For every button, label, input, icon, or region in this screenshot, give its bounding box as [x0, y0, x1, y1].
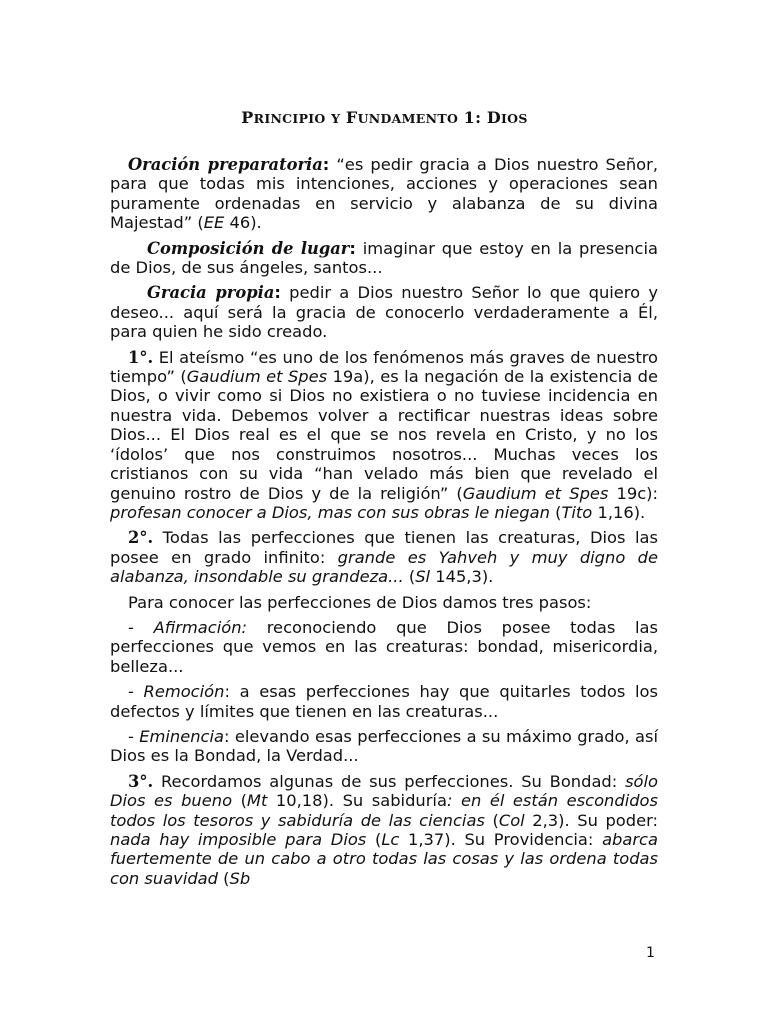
document-body	[110, 155, 658, 894]
paragraph-remocion: - Remoción: a esas perfecciones hay que quitarles todos los defectos y límites que tienen en las creaturas...	[110, 682, 658, 721]
point-number: 1°.	[128, 347, 154, 367]
paragraph-eminencia: - Eminencia: elevando esas perfecciones a su máximo grado, así Dios es la Bondad, la Verdad...	[110, 726, 658, 766]
page-number: 1	[646, 945, 655, 961]
paragraph-label: Oración preparatoria	[128, 155, 323, 174]
paragraph-point-3: 3°. Recordamos algunas de sus perfecciones. Su Bondad: sólo Dios es bueno (Mt 10,18). Su sabiduría: en él están escondidos todos los tesoros y sabiduría de las ciencias (Col 2,3). Su poder: nada hay imposible para Dios (Lc 1,37). Su Providencia: abarca fuertemente de un cabo a otro todas las cosas y las ordena todas con suavidad (Sb	[110, 771, 658, 888]
paragraph-afirmacion: - Afirmación: reconociendo que Dios posee todas las perfecciones que vemos en las creaturas: bondad, misericordia, belleza...	[110, 617, 658, 676]
paragraph-oracion-preparatoria: Oración preparatoria: “es pedir gracia a Dios nuestro Señor, para que todas mis intenciones, acciones y operaciones sean puramente ordenadas en servicio y alabanza de su divina Majestad” (EE 46).	[110, 155, 658, 233]
page-title: PRINCIPIO Y FUNDAMENTO 1: DIOS	[241, 108, 528, 127]
paragraph-label: Composición de lugar	[147, 238, 350, 258]
point-number: 3°.	[128, 771, 154, 791]
paragraph-point-1: 1°. El ateísmo “es uno de los fenómenos más graves de nuestro tiempo” (Gaudium et Spes 19a), es la negación de la existencia de Dios, o vivir como si Dios no existiera o no tuviese incidencia en nuestra vida. Debemos volver a rectificar nuestras ideas sobre Dios... El Dios real es el que se nos revela en Cristo, y no los ‘ídolos’ que nos construimos nosotros... Muchas veces los cristianos con su vida “han velado más bien que revelado el genuino rostro de Dios y de la religión” (Gaudium et Spes 19c): profesan conocer a Dios, mas con sus obras le niegan (Tito 1,16).	[110, 347, 659, 522]
paragraph-composicion-de-lugar: Composición de lugar: imaginar que estoy en la presencia de Dios, de sus ángeles, santos...	[110, 238, 658, 278]
paragraph-gracia-propia: Gracia propia: pedir a Dios nuestro Señor lo que quiero y deseo... aquí será la gracia de conocerlo verdaderamente a Él, para quien he sido creado.	[110, 283, 658, 342]
paragraph-tres-pasos: Para conocer las perfecciones de Dios damos tres pasos:	[128, 592, 592, 612]
paragraph-label: Gracia propia	[147, 283, 275, 303]
paragraph-point-2: 2°. Todas las perfecciones que tienen las creaturas, Dios las posee en grado infinito: grande es Yahveh y muy digno de alabanza, insondable su grandeza... (Sl 145,3).	[110, 528, 659, 587]
point-number: 2°.	[128, 528, 154, 548]
